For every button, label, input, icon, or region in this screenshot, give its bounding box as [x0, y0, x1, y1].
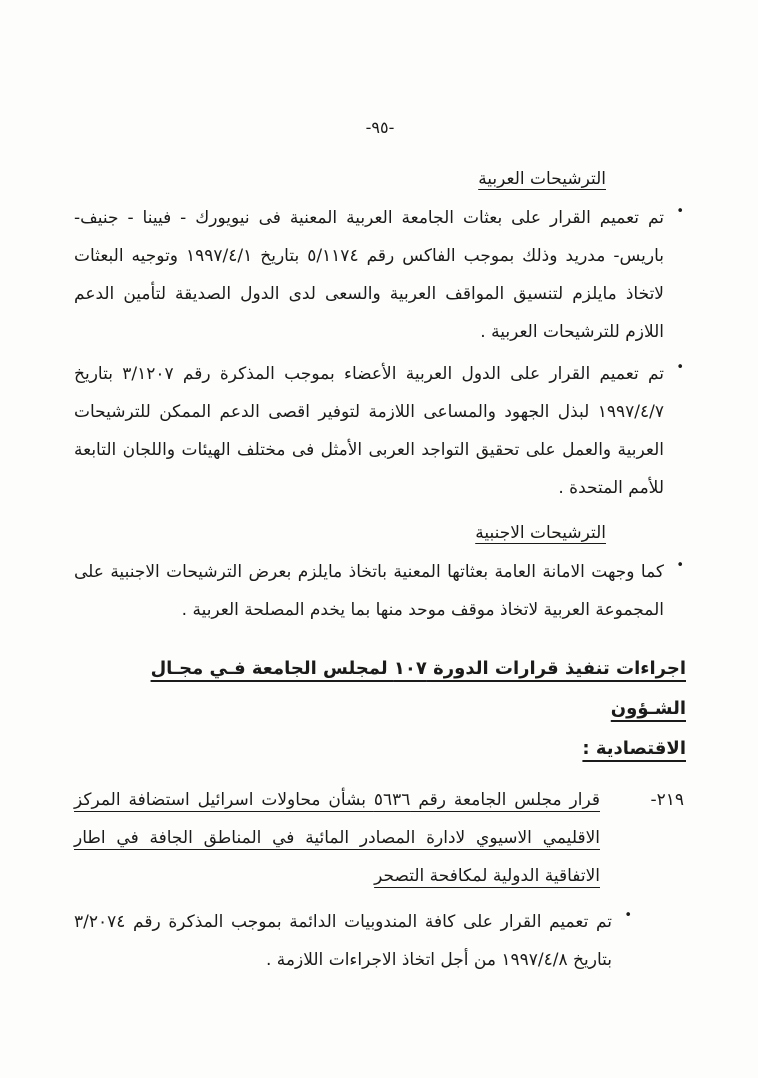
- bullet-icon: •: [676, 360, 684, 375]
- bullet-item-memo-circulation: [74, 355, 686, 507]
- bullet-item-resolution-circulation: [74, 903, 634, 979]
- bullet-item-fax-circulation: [74, 199, 686, 351]
- section-heading-foreign-nominations: الترشيحات الاجنبية: [475, 523, 606, 543]
- page-number: -٩٥-: [365, 118, 395, 137]
- bullet-text: تم تعميم القرار على كافة المندوبيات الدائمة بموجب المذكرة رقم ٣/٢٠٧٤ بتاريخ ١٩٩٧/٤/٨ من أجل اتخاذ الاجراءات اللازمة .: [74, 912, 612, 970]
- heading-line: اجراءات تنفيذ قرارات الدورة ١٠٧ لمجلس الجامعة فـي مجـال الشـؤون: [150, 658, 686, 719]
- page-content: [74, 118, 686, 983]
- item-number: ٢١٩-: [650, 790, 684, 810]
- bullet-text: كما وجهت الامانة العامة بعثاتها المعنية باتخاذ مايلزم بعرض الترشيحات الاجنبية على المجموعة العربية لاتخاذ موقف موحد منها بما يخدم المصلحة العربية .: [74, 562, 664, 620]
- section-heading-arab-nominations: الترشيحات العربية: [478, 169, 606, 189]
- bullet-item-foreign-nominations: [74, 553, 686, 629]
- bullet-text: تم تعميم القرار على الدول العربية الأعضاء بموجب المذكرة رقم ٣/١٢٠٧ بتاريخ ١٩٩٧/٤/٧ لبذل الجهود والمساعى اللازمة لتوفير اقصى الدعم الممكن للترشيحات العربية والعمل على تحقيق التواجد العربى الأمثل فى مختلف الهيئات واللجان التابعة للأمم المتحدة .: [74, 364, 665, 498]
- section-heading-economic-affairs: [74, 649, 686, 769]
- heading-line: الاقتصادية :: [582, 738, 686, 759]
- resolution-item-219: [74, 781, 686, 895]
- item-text: قرار مجلس الجامعة رقم ٥٦٣٦ بشأن محاولات اسرائيل استضافة المركز الاقليمي الاسيوي لادارة المصادر المائية في المناطق الجافة في اطار الاتفاقية الدولية لمكافحة التصحر: [74, 790, 600, 886]
- bullet-icon: •: [676, 204, 684, 219]
- bullet-text: تم تعميم القرار على بعثات الجامعة العربية المعنية فى نيويورك - فيينا - جنيف- باريس- مدريد وذلك بموجب الفاكس رقم ٥/١١٧٤ بتاريخ ١٩٩٧/٤/١ وتوجيه البعثات لاتخاذ مايلزم لتنسيق المواقف العربية والسعى لدى الدول الصديقة لتأمين الدعم اللازم للترشيحات العربية .: [74, 208, 664, 342]
- bullet-icon: •: [676, 558, 684, 573]
- bullet-icon: •: [624, 908, 632, 923]
